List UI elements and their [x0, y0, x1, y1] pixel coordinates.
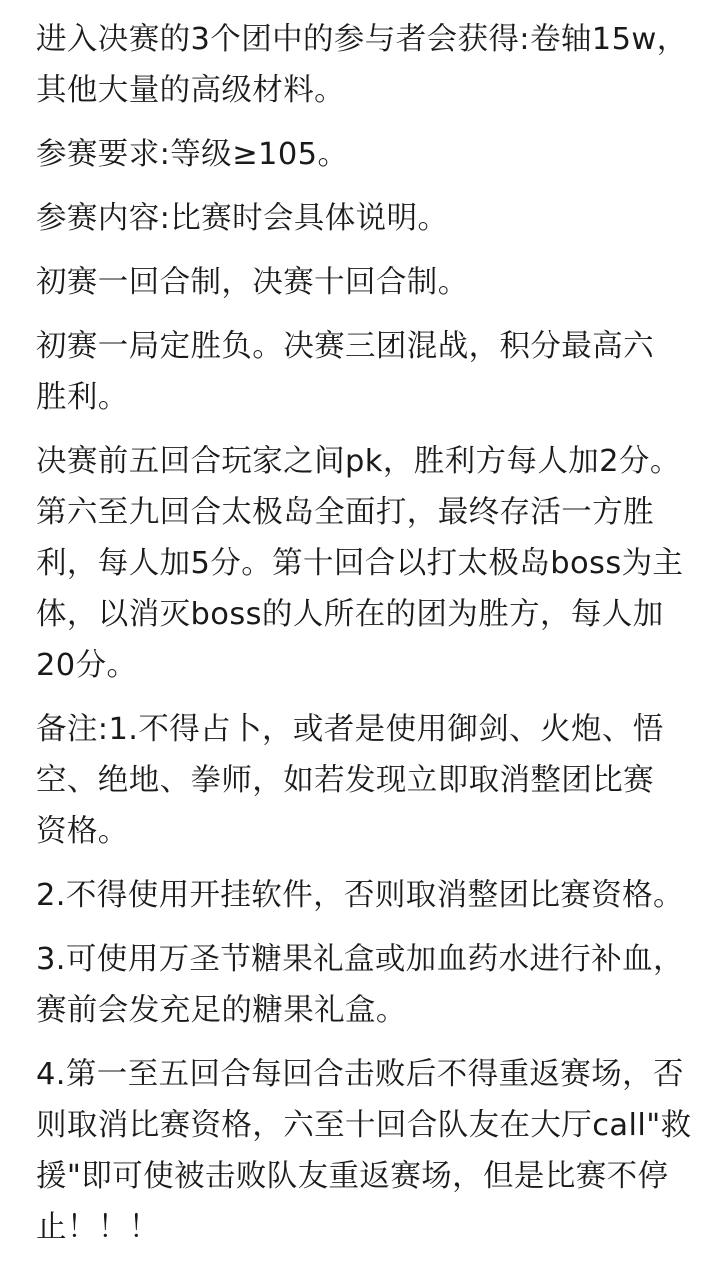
- text-line: 止！！！: [36, 1210, 160, 1245]
- text-line: 其他大量的高级材料。: [36, 73, 345, 108]
- paragraph-note-2: [36, 870, 696, 921]
- paragraph-rounds: [36, 257, 696, 308]
- text-line: 进入决赛的3个团中的参与者会获得:卷轴15w，: [36, 22, 688, 57]
- paragraph-note-3: [36, 934, 696, 1036]
- paragraph-note-4: [36, 1049, 696, 1253]
- text-line: 决赛前五回合玩家之间pk，胜利方每人加2分。: [36, 444, 681, 479]
- text-line: 初赛一回合制，决赛十回合制。: [36, 265, 469, 300]
- text-line: 体，以消灭boss的人所在的团为胜方，每人加: [36, 597, 664, 632]
- text-line: 2.不得使用开挂软件，否则取消整团比赛资格。: [36, 878, 684, 913]
- text-line: 参赛要求:等级≥105。: [36, 137, 349, 172]
- text-line: 援"即可使被击败队友重返赛场，但是比赛不停: [36, 1159, 669, 1194]
- text-line: 20分。: [36, 648, 138, 683]
- text-line: 胜利。: [36, 380, 129, 415]
- text-line: 利，每人加5分。第十回合以打太极岛boss为主: [36, 546, 684, 581]
- text-line: 赛前会发充足的糖果礼盒。: [36, 993, 407, 1028]
- rules-document: [36, 14, 696, 1266]
- text-line: 资格。: [36, 814, 129, 849]
- text-line: 参赛内容:比赛时会具体说明。: [36, 201, 449, 236]
- text-line: 空、绝地、拳师，如若发现立即取消整团比赛: [36, 763, 654, 798]
- paragraph-scoring: [36, 436, 696, 691]
- text-line: 初赛一局定胜负。决赛三团混战，积分最高六: [36, 329, 654, 364]
- paragraph-rewards: [36, 14, 696, 116]
- text-line: 3.可使用万圣节糖果礼盒或加血药水进行补血，: [36, 942, 684, 977]
- paragraph-note-1: [36, 704, 696, 857]
- text-line: 第六至九回合太极岛全面打，最终存活一方胜: [36, 495, 654, 530]
- text-line: 4.第一至五回合每回合击败后不得重返赛场，否: [36, 1057, 684, 1092]
- paragraph-requirements: [36, 129, 696, 180]
- text-line: 备注:1.不得占卜，或者是使用御剑、火炮、悟: [36, 712, 664, 747]
- paragraph-content: [36, 193, 696, 244]
- paragraph-victory: [36, 321, 696, 423]
- text-line: 则取消比赛资格，六至十回合队友在大厅call"救: [36, 1108, 692, 1143]
